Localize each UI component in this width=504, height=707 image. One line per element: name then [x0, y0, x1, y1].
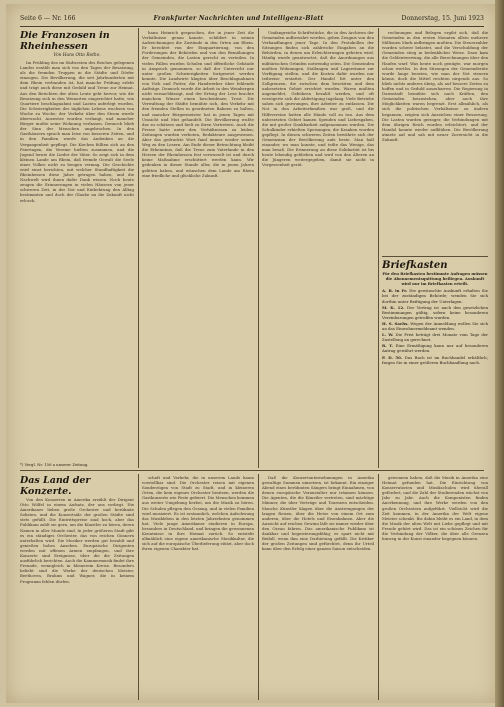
- article-body: Von den Konzerten in Amerika erzählt der Dirigent Otto Wölfel in einem Aufsatz, der uns vorliegt. Die Amerikaner lieben große Orchester und berühmte Solisten, und die Konzertsäle der großen Städte sind stets gefüllt. Die Eintrittspreise sind hoch, aber das Publikum zahlt sie gern, um die Künstler zu hören, deren Namen in aller Munde sind. In jeder größeren Stadt gibt es ein ständiges Orchester, das von reichen Gönnern unterhalten wird. Die Musiker werden gut bezahlt und genießen hohes Ansehen. Europäische Dirigenten werden mit offenen Armen empfangen, und ihre Konzerte sind Ereignisse, über die die Zeitungen ausführlich berichten. Auch die Kammermusik findet ihre Freunde, wenngleich in kleinerem Kreise. Besonders beliebt sind die Werke der deutschen Meister, Beethoven, Brahms und Wagner, die in keinem Programm fehlen dürfen.: [20, 497, 134, 584]
- briefkasten-item: R. T. Eine Ermäßigung kann nur auf besonderen Antrag gewährt werden.: [382, 343, 488, 354]
- article-byline: Von Hans Otto Rothe.: [53, 53, 101, 58]
- article-body: hann Heinrich gesprochen, der in jener Zeit die Verhältnisse genau kannte, schildert in seinen Aufzeichnungen die Zustände in den Orten am Rhein. Er berichtet von der Einquartierung, von den Forderungen der Behörden und von den Bemühungen der Gemeinden, die Lasten gerecht zu verteilen. In vielen Fällen wurden Schulen und öffentliche Gebäude in Anspruch genommen, so daß der Unterricht nur unter großen Schwierigkeiten fortgesetzt werden konnte. Die Landwirte klagten über Beschlagnahmen von Vieh und Futter, die Handwerker über fehlende Aufträge. Dennoch wurde die Arbeit in den Weinbergen nicht vernachlässigt, und der Ertrag der Lese brachte manchem Winzer einen bescheidenen Trost. Die Verwaltung der Städte bemühte sich, den Verkehr mit den fremden Stellen in geordneten Bahnen zu halten, und mancher Bürgermeister hat in jenen Tagen mit Umsicht und Mut gehandelt. Die Bevölkerung wußte das zu schätzen und hielt zu ihren Vertretern. Auch die Presse hatte unter den Verhältnissen zu leiden; Zeitungen wurden verboten, Redakteure ausgewiesen. Aber das gedruckte Wort fand immer wieder seinen Weg zu den Lesern. Am Ende dieser Betrachtung bleibt die Erkenntnis, daß die Treue zum Vaterlande in den Herzen der Rheinhessen fest verwurzelt ist und durch keine Maßnahme erschüttert werden kann. Wir gedenken in dieser Stunde aller, die in jenen Jahren gelitten haben, und wünschen dem Lande am Rhein eine friedliche und glückliche Zukunft.: [142, 30, 254, 178]
- column-rule: [258, 28, 259, 468]
- article-body: gewonnen haben, daß die Musik in Amerika eine Heimat gefunden hat. Die Einrichtung von Konservatorien und Musikschulen wird überall gefördert, und die Zahl der Studierenden wächst von Jahr zu Jahr. Auch die Komponisten finden Anerkennung, und ihre Werke werden von den großen Orchestern aufgeführt. Vielleicht wird die Zeit kommen, in der Amerika der Welt eigene Meister schenkt. Bis dahin bleibt es ein Land, in dem die Musik der alten Welt mit Liebe gepflegt und mit Freude gehört wird. Das ist ein schönes Zeichen für die Verbindung der Völker, die über alle Grenzen hinweg in der Kunst einander begegnen können.: [382, 475, 488, 542]
- article-2-column-4: [382, 475, 488, 699]
- briefkasten-item: P. D. 50. Das Buch ist im Buchhandel erhältlich; fragen Sie in einer größeren Buchhandlung nach.: [382, 354, 488, 365]
- header-masthead: Frankfurter Nachrichten und Intelligenz-Blatt: [153, 14, 324, 22]
- section-rule: [382, 256, 488, 257]
- article-2-column-1: [20, 475, 134, 699]
- article-title: Die Franzosen in Rheinhessen: [20, 30, 110, 52]
- article-column-3: [262, 30, 374, 466]
- column-rule: [138, 28, 139, 468]
- column-rule: [378, 474, 379, 700]
- footnote: *) Vergl. Nr. 156 a unserer Zeitung.: [20, 462, 89, 467]
- briefkasten-section: [382, 258, 488, 468]
- column-rule: [258, 474, 259, 700]
- article-column-4: [382, 30, 488, 252]
- briefkasten-item: M. K. 12. Der Vertrag ist nach den gesetzlichen Bestimmungen gültig, sofern keine besonderen Vereinbarungen getroffen wurden.: [382, 304, 488, 320]
- article-2-column-3: [262, 475, 374, 699]
- article-body: Im Frühling des im Südwesten des Reiches gelegenen Landes erzählt man sich von den Tagen der Besatzung, als die fremden Truppen in die Städte und Dörfer einzogen. Die Bevölkerung, die seit Jahrhunderten mit dem Rhein verbunden ist, hat manche Prüfung erlebt und trägt auch diese mit Geduld und Treue zur Heimat. Aus den Berichten der alten Leute geht hervor, wie die Besatzung sich in den Weinorten eingerichtet hatte, wie Quartiere beschlagnahmt und Lasten auferlegt wurden. Die Schwierigkeiten des täglichen Lebens wuchsen von Woche zu Woche; der Verkehr über den Strom wurde überwacht, Ausweise wurden verlangt, und mancher Bürger mußte seine Wohnung verlassen. Dennoch blieb der Sinn der Menschen ungebrochen. In den Gasthäusern sprach man leise von besseren Zeiten, und in den Familien wurde das Andenken an die Vergangenheit gepflegt. Die Kirchen füllten sich an den Feiertagen, die Vereine hielten zusammen, und die Jugend lernte die Lieder der Väter. So zeigt sich in dem kleinen Lande am Rhein, daß fremde Gewalt die Seele eines Volkes nicht zu beugen vermag. Die Geschichte wird einst berichten, mit welcher Standhaftigkeit die Rheinhessen diese Jahre getragen haben, und die Nachwelt wird ihnen dafür Dank wissen. Noch heute zeugen die Erinnerungen in vielen Häusern von jener schweren Zeit, in der Not und Entbehrung den Alltag bestimmten und doch der Glaube an die Zukunft nicht erlosch.: [20, 60, 134, 203]
- column-rule: [378, 28, 379, 468]
- article-body: Daß die Konzertunternehmungen in Amerika gewaltige Summen umsetzen, ist bekannt. Ein einziger Abend eines berühmten Sängers bringt Einnahmen, von denen europäische Veranstalter nur träumen können. Die Agenten, die die Künstler vertreten, sind mächtige Männer, die über Verträge und Tourneen entscheiden. Manche Künstler klagen über die Anstrengungen der langen Reisen, über die Hetze von einem Ort zum anderen, über die Hotels und Eisenbahnen. Aber die Aussicht auf reichen Gewinn läßt sie immer wieder über den Ozean fahren. Das amerikanische Publikum ist dankbar und begeisterungsfähig; es spart nicht mit Beifall, wenn ihm eine Darbietung gefällt. Die Kritiker der großen Zeitungen sind gefürchtet, denn ihr Urteil kann über den Erfolg einer ganzen Saison entscheiden.: [262, 475, 374, 552]
- page-header: [20, 12, 484, 24]
- header-page-number: Seite 6 — Nr. 166: [20, 14, 76, 22]
- briefkasten-subtitle: Für den Briefkasten bestimmte Anfragen müssen die Abonnementsquittung beiliegen. Auskunft wird nur im Briefkasten erteilt.: [382, 271, 488, 286]
- briefkasten-item: A. B. in Fr. Die gewünschte Auskunft erhalten Sie bei der zuständigen Behörde; wenden Sie sich dorthin unter Beifügung der Unterlagen.: [382, 288, 488, 304]
- article-body: rechnungen und Belegen ergibt sich, daß die Gemeinden in den ersten Monaten allein mehrere Millionen Mark aufbringen mußten. Die Steuerzahler wurden schwer belastet, und die Verschuldung der Gemeinden stieg in bedenklicher Weise. Dazu kam die Geldentwertung, die alle Berechnungen über den Haufen warf. Was heute noch genügte, war morgen schon wertlos. In den Sitzungen der Gemeinderäte wurde lange beraten, wie man der Not steuern könne, doch die Mittel reichten nirgends aus. So blieb nichts anderes übrig, als auf bessere Zeiten zu hoffen und in Geduld auszuharren. Die Regierung in Darmstadt bemühte sich nach Kräften, den Gemeinden beizustehen, aber auch ihre Möglichkeiten waren begrenzt. Erst allmählich, als sich die politischen Verhältnisse zu ändern begannen, zeigten sich Anzeichen einer Besserung. Die Lasten wurden geringer, die Verbindungen mit dem übrigen Reich wurden erleichtert, und der Handel konnte wieder aufblühen. Die Bevölkerung atmete auf und sah mit neuer Zuversicht in die Zukunft.: [382, 30, 488, 142]
- column-rule: [138, 474, 139, 700]
- article-2-title: Das Land der Konzerte.: [20, 475, 91, 497]
- article-column-2: [142, 30, 254, 466]
- article-2-column-2: [142, 475, 254, 699]
- page-edge: [495, 0, 504, 707]
- newspaper-page: [6, 4, 498, 703]
- article-body: schaft und Verkehr, die in unserem Lande kaum vorstellbar sind. Die Orchester reisen mit eigenen Sonderzügen von Stadt zu Stadt, und in kleineren Orten, die kein eigenes Orchester besitzen, werden die Gastkonzerte wie Feste gefeiert. Die Menschen kommen aus weiter Umgebung herbei, um die Musik zu hören. Die Schulen pflegen den Gesang, und in vielen Familien wird musiziert. Es ist erstaunlich, welchen Aufschwung das Musikleben in den letzten Jahrzehnten genommen hat. Viele junge Amerikaner studieren in Europa, besonders in Deutschland, und bringen die gewonnenen Kenntnisse in ihre Heimat zurück. So entsteht allmählich eine eigene amerikanische Musikkultur, die sich auf die europäische Überlieferung stützt, aber doch ihren eigenen Charakter hat.: [142, 475, 254, 552]
- header-rule: [20, 26, 484, 27]
- briefkasten-item: H. S. Sachs. Wegen der Anmeldung wollen Sie sich an das Einwohnermeldeamt wenden.: [382, 320, 488, 332]
- header-date: Donnerstag, 15. Juni 1923: [401, 14, 484, 22]
- article-body: Umfangreiche Schriftstücke, die in den Archiven der Gemeinden aufbewahrt werden, geben Zeugnis von den Verhandlungen jener Tage. In den Protokollen der Sitzungen finden sich zahlreiche Eingaben an die Behörden, in denen um Erleichterungen gebeten wird. Häufig wurde geantwortet, daß die Anordnungen aus militärischen Gründen notwendig seien. Die Gemeinden mußten Wohnungen, Stallungen und Lagerräume zur Verfügung stellen, und die Kosten dafür wurden nur teilweise erstattet. Der Handel litt unter den Zollgrenzen, die zwischen dem besetzten und dem unbesetzten Gebiet errichtet wurden. Waren mußten angemeldet, Gebühren bezahlt werden, und oft verzögerte sich die Abfertigung tagelang. Viele Betriebe sahen sich gezwungen, ihre Arbeiter zu entlassen. Die Not in den Arbeiterfamilien war groß, und die Hilfsvereine hatten alle Hände voll zu tun. Aus dem unbesetzten Gebiet kamen Spenden und Liebesgaben, die mit großer Dankbarkeit aufgenommen wurden. Die Schulkinder erhielten Speisungen, die Kranken wurden gepflegt. In diesen schweren Zeiten bewährte sich der Gemeinsinn der Bevölkerung aufs beste. Man half einander, wo man konnte, und teilte das Wenige, das man besaß. Die Erinnerung an diese Solidarität ist bis heute lebendig geblieben und wird von den Älteren an die Jüngeren weitergegeben, damit sie nicht in Vergessenheit gerät.: [262, 30, 374, 168]
- briefkasten-item: L. W. Die Frist beträgt drei Monate vom Tage der Zustellung an gerechnet.: [382, 332, 488, 343]
- briefkasten-title: Briefkasten: [382, 260, 448, 271]
- article-column-1: [20, 30, 134, 466]
- section-divider: [20, 470, 484, 471]
